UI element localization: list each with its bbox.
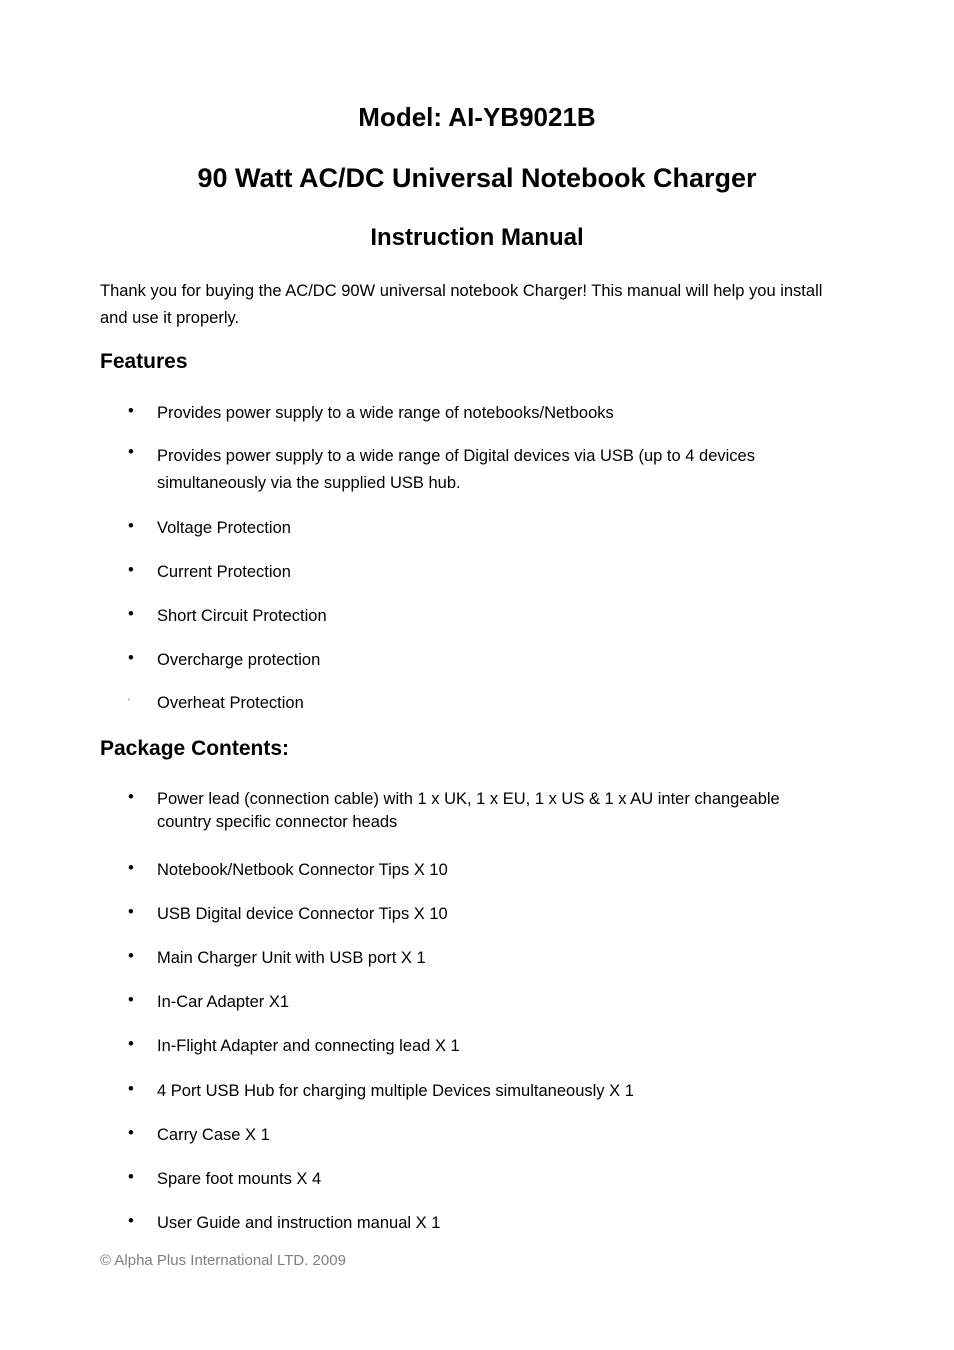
product-title: 90 Watt AC/DC Universal Notebook Charger — [197, 163, 757, 193]
feature-item-text: Provides power supply to a wide range of notebooks/Netbooks — [157, 404, 614, 422]
package-item-text: Main Charger Unit with USB port X 1 — [157, 949, 426, 967]
package-item-text: Notebook/Netbook Connector Tips X 10 — [157, 861, 448, 879]
package-item-text: USB Digital device Connector Tips X 10 — [157, 905, 448, 923]
package-item-text: In-Flight Adapter and connecting lead X 1 — [157, 1037, 460, 1055]
bullet-icon: • — [128, 443, 134, 461]
bullet-icon: • — [128, 517, 134, 535]
package-item-text: Spare foot mounts X 4 — [157, 1170, 322, 1188]
bullet-icon: • — [128, 1212, 134, 1230]
feature-item-text: Overcharge protection — [157, 651, 321, 669]
feature-item-text: Overheat Protection — [157, 694, 304, 712]
bullet-icon: • — [128, 903, 134, 921]
package-item-text: User Guide and instruction manual X 1 — [157, 1214, 441, 1232]
package-item-text: In-Car Adapter X1 — [157, 993, 290, 1011]
intro-paragraph: Thank you for buying the AC/DC 90W universal notebook Charger! This manual will help you install and use it properly. — [100, 282, 823, 327]
package-item-text: Carry Case X 1 — [157, 1126, 270, 1144]
bullet-icon: • — [128, 947, 134, 965]
bullet-icon: • — [128, 991, 134, 1009]
bullet-icon: • — [128, 788, 134, 806]
bullet-icon: • — [128, 1168, 134, 1186]
bullet-icon: • — [128, 649, 134, 667]
model-title: Model: AI-YB9021B — [358, 102, 596, 132]
features-heading: Features — [100, 350, 188, 373]
package-item-text: Power lead (connection cable) with 1 x UK, 1 x EU, 1 x US & 1 x AU inter changeable country specific connector heads — [157, 790, 780, 831]
bullet-icon: • — [128, 859, 134, 877]
bullet-icon: • — [128, 605, 134, 623]
feature-item-text: Current Protection — [157, 563, 291, 581]
bullet-icon: • — [128, 402, 134, 420]
copyright-footer: © Alpha Plus International LTD. 2009 — [100, 1252, 346, 1269]
manual-subtitle: Instruction Manual — [370, 224, 584, 251]
bullet-icon: • — [128, 698, 131, 704]
bullet-icon: • — [128, 1124, 134, 1142]
feature-item-text: Short Circuit Protection — [157, 607, 327, 625]
package-item-text: 4 Port USB Hub for charging multiple Devices simultaneously X 1 — [157, 1082, 634, 1100]
bullet-icon: • — [128, 561, 134, 579]
bullet-icon: • — [128, 1035, 134, 1053]
package-contents-heading: Package Contents: — [100, 737, 290, 760]
feature-item-text: Provides power supply to a wide range of Digital devices via USB (up to 4 devices simultaneously via the supplied USB hub. — [157, 447, 755, 492]
feature-item-text: Voltage Protection — [157, 519, 291, 537]
bullet-icon: • — [128, 1080, 134, 1098]
